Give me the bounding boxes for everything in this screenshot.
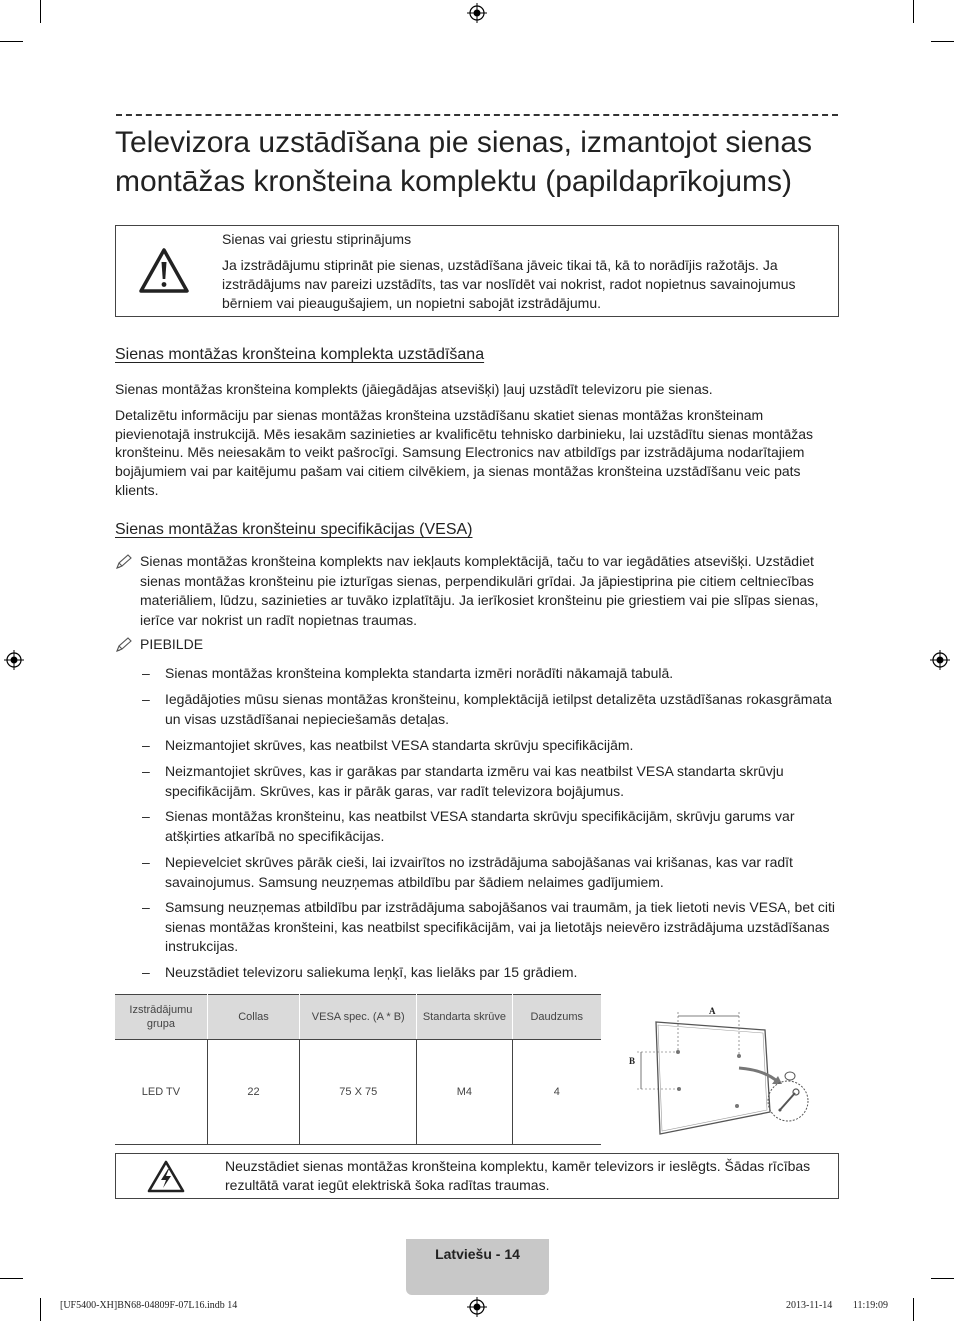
pencil-note-icon xyxy=(115,637,133,653)
registration-mark-icon xyxy=(467,3,487,23)
registration-mark-icon xyxy=(930,650,950,670)
list-dash: – xyxy=(142,665,150,681)
imprint-right: 2013-11-14 ￿￿ 11:19:09 xyxy=(786,1300,889,1311)
list-item-text: Neuzstādiet televizoru saliekuma leņķī, kas lielāks par 15 grādiem. xyxy=(165,964,578,980)
warning-body: Ja izstrādājumu stiprināt pie sienas, uzstādīšana jāveic tikai tā, kā to norādījis ražotājs. Ja izstrādājums nav pareizi uzstādīts, tas var noslīdēt vai nokrist, radot nopietnus savainojumus bērniem vai pieaugušajiem, un nopietni sabojāt izstrādājumu. xyxy=(222,257,796,311)
warning-box xyxy=(115,225,839,317)
paragraph: Detalizētu informāciju par sienas montāžas kronšteina uzstādīšanu skatiet sienas montāžas kronšteinam pievienotajā instrukcijā. Mēs iesakām sazinieties ar kvalificētu tehnisko darbinieku, lai uzstādītu sienas montāžas kronšteinu. Mēs neiesakām to veikt pašrocīgi. Samsung Electronics nav atbildīgs par izstrādājuma nodarītajiem bojājumiem vai par kaitējumu pašam vai citiem cilvēkiem, ja sienas montāžas kronšteina uzstādīšanu veic pats klients. xyxy=(115,407,814,498)
electric-shock-warning-icon xyxy=(147,1160,185,1194)
page-number-tab xyxy=(406,1239,549,1295)
note-label: PIEBILDE xyxy=(140,636,204,652)
pencil-note-icon xyxy=(115,554,133,570)
list-dash: – xyxy=(142,964,150,980)
table-header-cell: Collas xyxy=(207,995,299,1040)
list-dash: – xyxy=(142,737,150,753)
crop-mark xyxy=(40,0,41,23)
registration-mark-icon xyxy=(467,1297,487,1317)
section-heading-vesa: Sienas montāžas kronšteinu specifikācijas (VESA) xyxy=(115,521,473,538)
crop-mark xyxy=(0,1278,23,1279)
warning-heading: Sienas vai griestu stiprinājums xyxy=(222,231,412,247)
crop-mark xyxy=(931,1278,954,1279)
paragraph: Sienas montāžas kronšteina komplekts (jāiegādājas atsevišķi) ļauj uzstādīt televizoru pie sienas. xyxy=(115,381,713,397)
warning-triangle-icon xyxy=(138,247,190,295)
registration-mark-icon xyxy=(4,650,24,670)
dimension-label-b: B xyxy=(629,1056,636,1066)
crop-mark xyxy=(913,1298,914,1321)
shock-warning-box xyxy=(115,1153,839,1199)
crop-mark xyxy=(40,1298,41,1321)
list-item-text: Samsung neuzņemas atbildību par izstrādājuma sabojāšanos vai traumām, ja tiek lietoti nevis VESA, bet citi sienas montāžas kronšteini, kas neatbilst specifikācijām, vai ja lietotājs neievēro izstrādājuma uzstādīšanas instrukcijas. xyxy=(165,899,836,954)
table-header-cell: Standarta skrūve xyxy=(417,995,512,1040)
table-row xyxy=(115,1040,601,1145)
table-header-cell: Daudzums xyxy=(512,995,601,1040)
list-dash: – xyxy=(142,899,150,915)
list-item-text: Nepievelciet skrūves pārāk cieši, lai izvairītos no izstrādājuma sabojāšanas vai krišanas, kas var radīt savainojumus. Samsung neuzņemas atbildību par šādiem nelaimes gadījumiem. xyxy=(165,854,793,890)
shock-warning-text: Neuzstādiet sienas montāžas kronšteina komplektu, kamēr televizors ir ieslēgts. Šādas rīcības rezultātā varat iegūt elektriskā šoka radītas traumas. xyxy=(225,1158,811,1193)
list-dash: – xyxy=(142,691,150,707)
note-text: Sienas montāžas kronšteina komplekts nav iekļauts komplektācijā, taču to var iegādāties atsevišķi. Uzstādiet sienas montāžas kronšteinu pie izturīgas sienas, perpendikulāri grīdai. Ja jāpiestiprina pie citiem celtniecības materiāliem, lūdzu, sazinieties ar tuvāko izplatītāju. Ja ierīkosiet kronšteinu pie griestiem vai pie slīpas sienas, ierīce var nokrist un radīt nopietnas traumas. xyxy=(140,553,819,628)
table-cell: 22 xyxy=(207,1040,299,1145)
page-title: Televizora uzstādīšana pie sienas, izmantojot sienas montāžas kronšteina komplektu (papildaprīkojums) xyxy=(115,126,813,198)
crop-mark xyxy=(931,41,954,42)
page-number-label: Latviešu - 14 xyxy=(435,1246,520,1262)
list-item-text: Neizmantojiet skrūves, kas neatbilst VESA standarta skrūvju specifikācijām. xyxy=(165,737,634,753)
table-header-row xyxy=(115,995,601,1040)
list-dash: – xyxy=(142,854,150,870)
crop-mark xyxy=(0,41,23,42)
title-divider xyxy=(116,114,838,116)
table-header-cell: Izstrādājumu grupa xyxy=(115,995,207,1040)
list-item-text: Iegādājoties mūsu sienas montāžas kronšteinu, komplektācijā ietilpst detalizēta uzstādīšanas rokasgrāmata un visas uzstādīšanai nepieciešamās detaļas. xyxy=(165,691,832,727)
list-item-text: Sienas montāžas kronšteinu, kas neatbilst VESA standarta skrūvju specifikācijām, skrūvju garums var atšķirties atkarībā no specifikācijas. xyxy=(165,808,795,844)
section-heading-installation: Sienas montāžas kronšteina komplekta uzstādīšana xyxy=(115,346,485,363)
list-item-text: Neizmantojiet skrūves, kas ir garākas par standarta izmēru vai kas neatbilst VESA standarta skrūvju specifikācijām. Skrūves, kas ir pārāk garas, var radīt televizora bojājumus. xyxy=(165,763,784,799)
table-cell: M4 xyxy=(417,1040,512,1145)
list-dash: – xyxy=(142,763,150,779)
table-cell: 75 X 75 xyxy=(300,1040,417,1145)
table-header-cell: VESA spec. (A * B) xyxy=(300,995,417,1040)
dimension-label-a: A xyxy=(709,1006,716,1016)
imprint-left: [UF5400-XH]BN68-04809F-07L16.indb 14 xyxy=(60,1300,238,1311)
vesa-spec-table xyxy=(115,994,601,1145)
crop-mark xyxy=(913,0,914,23)
list-dash: – xyxy=(142,808,150,824)
list-item-text: Sienas montāžas kronšteina komplekta standarta izmēri norādīti nākamajā tabulā. xyxy=(165,665,674,681)
table-cell: LED TV xyxy=(115,1040,207,1145)
wall-mount-diagram xyxy=(620,1000,820,1150)
table-cell: 4 xyxy=(512,1040,601,1145)
